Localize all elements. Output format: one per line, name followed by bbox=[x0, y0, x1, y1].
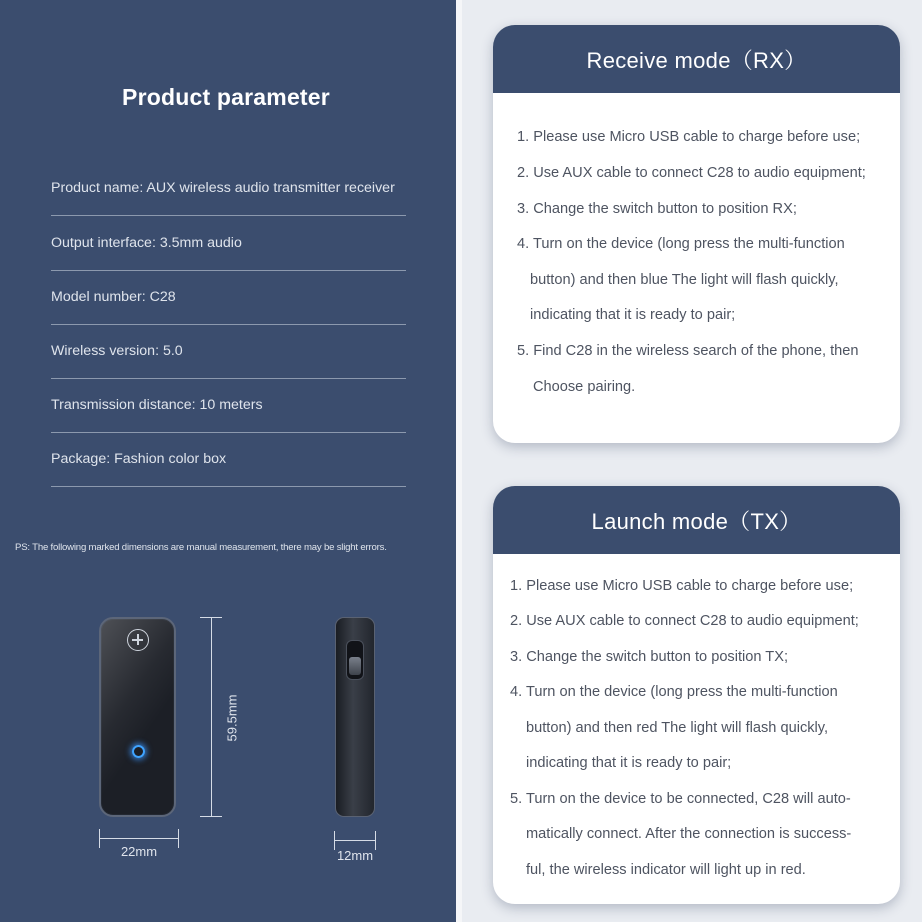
param-product-name bbox=[51, 162, 406, 216]
height-dimension-label: 59.5mm bbox=[224, 694, 240, 742]
launch-mode-title: Launch mode（TX） bbox=[493, 486, 900, 554]
mode-switch-slot bbox=[346, 640, 364, 680]
step-line: 2. Use AUX cable to connect C28 to audio equipment; bbox=[510, 613, 859, 629]
step-line: indicating that it is ready to pair; bbox=[530, 307, 736, 323]
param-text: Output interface: 3.5mm audio bbox=[51, 235, 242, 251]
led-indicator-icon bbox=[132, 745, 145, 758]
width-dimension-line bbox=[99, 838, 179, 839]
param-text: Wireless version: 5.0 bbox=[51, 343, 183, 359]
param-wireless-version bbox=[51, 325, 406, 379]
height-dimension-line bbox=[211, 617, 212, 817]
depth-dimension-line bbox=[334, 840, 376, 841]
param-transmission-distance bbox=[51, 379, 406, 433]
step-line: 4. Turn on the device (long press the multi-function bbox=[517, 236, 845, 252]
step-line: 3. Change the switch button to position RX; bbox=[517, 201, 797, 217]
step-line: ful, the wireless indicator will light up in red. bbox=[526, 862, 806, 878]
step-line: 5. Find C28 in the wireless search of the phone, then bbox=[517, 343, 859, 359]
height-dimension-tick bbox=[200, 617, 222, 618]
param-package bbox=[51, 433, 406, 487]
step-line: button) and then blue The light will flash quickly, bbox=[530, 272, 839, 288]
step-line: Choose pairing. bbox=[533, 379, 636, 395]
device-side-view bbox=[335, 617, 375, 817]
step-line: button) and then red The light will flash quickly, bbox=[526, 720, 829, 736]
launch-mode-card bbox=[493, 486, 900, 904]
param-text: Transmission distance: 10 meters bbox=[51, 397, 263, 413]
measurement-note: PS: The following marked dimensions are manual measurement, there may be slight errors. bbox=[15, 542, 387, 553]
height-dimension-tick bbox=[200, 816, 222, 817]
param-text: Model number: C28 bbox=[51, 289, 176, 305]
receive-mode-title: Receive mode（RX） bbox=[493, 25, 900, 93]
param-text: Package: Fashion color box bbox=[51, 451, 227, 467]
step-line: matically connect. After the connection is success- bbox=[526, 826, 852, 842]
mode-switch-knob bbox=[349, 657, 361, 675]
product-parameter-title: Product parameter bbox=[122, 84, 330, 110]
step-line: 1. Please use Micro USB cable to charge before use; bbox=[517, 129, 861, 145]
step-line: 2. Use AUX cable to connect C28 to audio equipment; bbox=[517, 165, 866, 181]
step-line: 5. Turn on the device to be connected, C28 will auto- bbox=[510, 791, 851, 807]
step-line: indicating that it is ready to pair; bbox=[526, 755, 732, 771]
param-text: Product name: AUX wireless audio transmitter receiver bbox=[51, 180, 395, 196]
device-logo-icon bbox=[127, 629, 149, 651]
device-front-view bbox=[99, 617, 176, 817]
step-line: 3. Change the switch button to position TX; bbox=[510, 649, 788, 665]
step-line: 1. Please use Micro USB cable to charge before use; bbox=[510, 578, 854, 594]
receive-mode-card bbox=[493, 25, 900, 443]
width-dimension-label: 22mm bbox=[120, 844, 158, 859]
param-output-interface bbox=[51, 217, 406, 271]
param-model-number bbox=[51, 271, 406, 325]
depth-dimension-label: 12mm bbox=[336, 848, 374, 863]
step-line: 4. Turn on the device (long press the multi-function bbox=[510, 684, 838, 700]
